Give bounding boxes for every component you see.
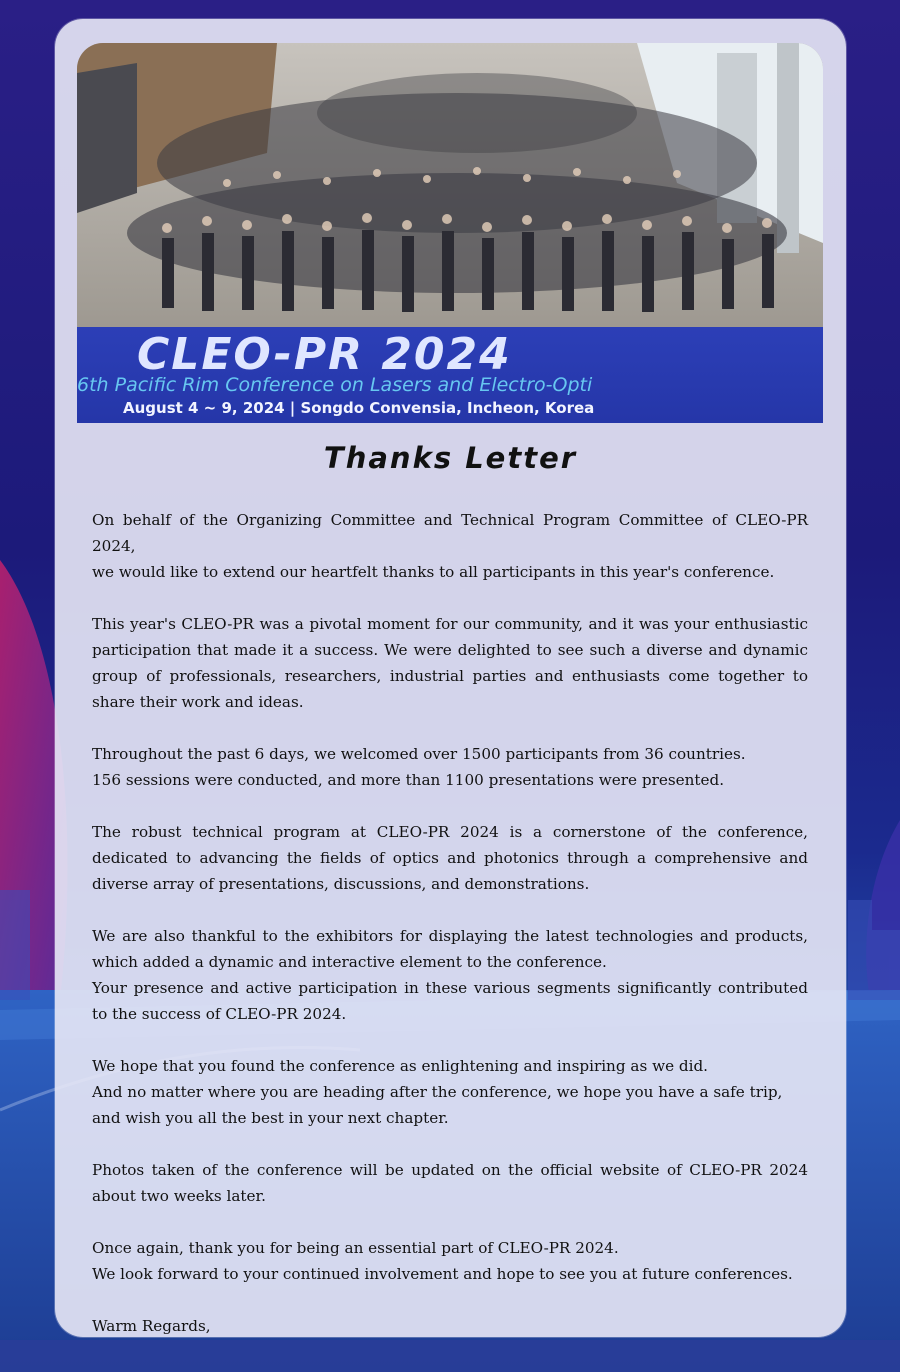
- paragraph-line: Throughout the past 6 days, we welcomed over 1500 participants from 36 countries.: [92, 745, 746, 763]
- closing-text: Warm Regards,: [92, 1317, 211, 1335]
- paragraph-4: [92, 819, 808, 897]
- paragraph-line: We are also thankful to the exhibitors for displaying the latest technologies and products, which added a dynamic and interactive element to the conference.: [92, 927, 808, 971]
- banner-subtitle: 6th Pacific Rim Conference on Lasers and Electro-Opti: [77, 374, 593, 396]
- closing-line: [92, 1313, 808, 1339]
- conference-banner: [77, 327, 823, 423]
- paragraph-3: [92, 741, 808, 793]
- banner-title: CLEO-PR 2024: [137, 329, 512, 380]
- paragraph-line: The robust technical program at CLEO-PR 2024 is a cornerstone of the conference, dedicated to advancing the fields of optics and photonics through a comprehensive and diverse array of presentations, discussions, and demonstrations.: [92, 823, 808, 893]
- paragraph-line: We look forward to your continued involvement and hope to see you at future conferences.: [92, 1265, 793, 1283]
- paragraph-line: we would like to extend our heartfelt thanks to all participants in this year's conference.: [92, 563, 775, 581]
- paragraph-line: Photos taken of the conference will be updated on the official website of CLEO-PR 2024 about two weeks later.: [92, 1161, 808, 1205]
- group-photo: [77, 43, 823, 423]
- banner-date-venue: August 4 ~ 9, 2024 | Songdo Convensia, Incheon, Korea: [123, 399, 595, 417]
- paragraph-line: On behalf of the Organizing Committee and Technical Program Committee of CLEO-PR 2024,: [92, 511, 808, 555]
- paragraph-line: And no matter where you are heading after the conference, we hope you have a safe trip,: [92, 1083, 783, 1101]
- paragraph-2: [92, 611, 808, 715]
- paragraph-6: [92, 1053, 808, 1131]
- paragraph-7: [92, 1157, 808, 1209]
- paragraph-line: and wish you all the best in your next chapter.: [92, 1109, 449, 1127]
- letter-body: [92, 507, 808, 1339]
- paragraph-line: We hope that you found the conference as enlightening and inspiring as we did.: [92, 1057, 709, 1075]
- paragraph-5: [92, 923, 808, 1027]
- paragraph-1: [92, 507, 808, 585]
- paragraph-line: 156 sessions were conducted, and more than 1100 presentations were presented.: [92, 771, 725, 789]
- paragraph-line: Once again, thank you for being an essential part of CLEO-PR 2024.: [92, 1239, 619, 1257]
- paragraph-line: Your presence and active participation in these various segments significantly contributed to the success of CLEO-PR 2024.: [92, 979, 808, 1023]
- letter-card: [55, 19, 846, 1337]
- paragraph-line: This year's CLEO-PR was a pivotal moment for our community, and it was your enthusiastic participation that made it a success. We were delighted to see such a diverse and dynamic group of professionals, researchers, industrial parties and enthusiasts come together to share their work and ideas.: [92, 615, 808, 711]
- group-photo-illustration: [77, 43, 823, 333]
- paragraph-8: [92, 1235, 808, 1287]
- letter-title: Thanks Letter: [323, 441, 578, 475]
